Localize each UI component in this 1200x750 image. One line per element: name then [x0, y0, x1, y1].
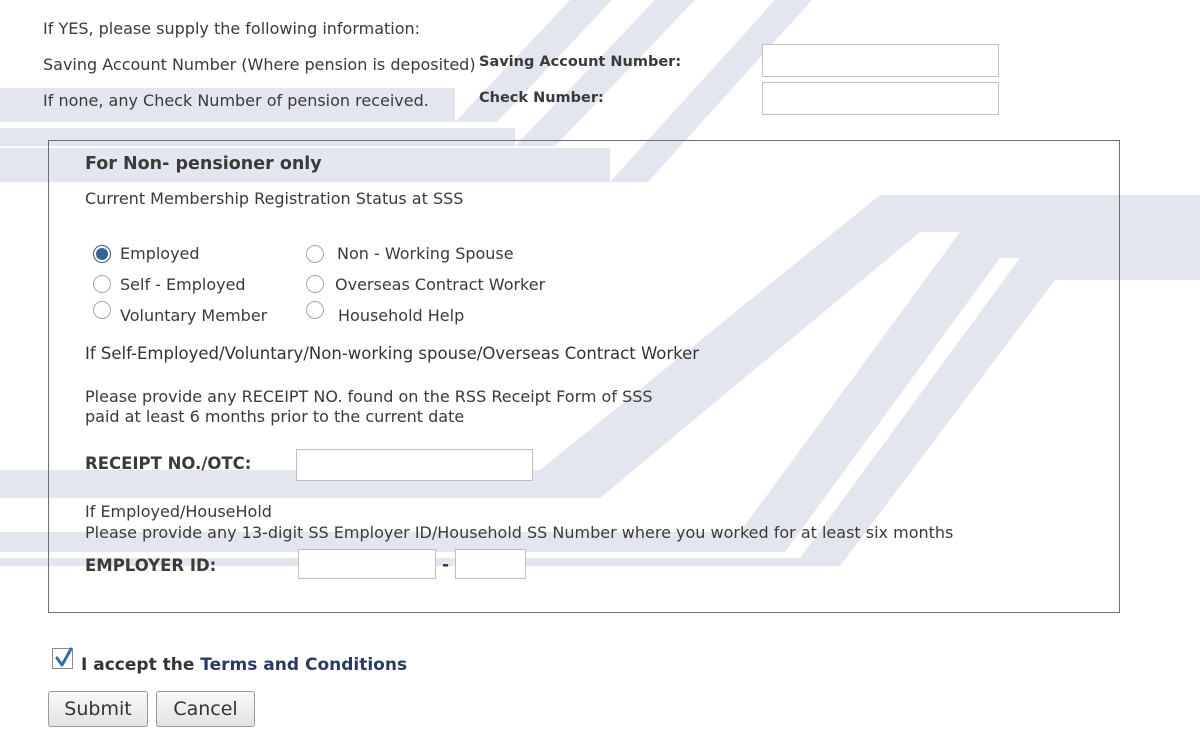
saving-account-label: Saving Account Number: — [479, 54, 682, 70]
radio-employed[interactable] — [93, 245, 111, 263]
receipt-number-input[interactable] — [296, 449, 533, 481]
terms-checkbox[interactable] — [52, 648, 73, 669]
option-non-working-spouse-label: Non - Working Spouse — [337, 244, 514, 263]
receipt-instruction-line1: Please provide any RECEIPT NO. found on the RSS Receipt Form of SSS — [85, 387, 653, 406]
receipt-label: RECEIPT NO./OTC: — [85, 454, 252, 473]
terms-text — [81, 655, 407, 675]
radio-household-help[interactable] — [306, 301, 324, 319]
employer-id-input-part2[interactable] — [455, 549, 526, 579]
membership-status-label: Current Membership Registration Status at SSS — [85, 189, 464, 208]
checkmark-icon — [54, 647, 74, 669]
non-pensioner-heading: For Non- pensioner only — [85, 154, 322, 174]
self-employed-heading: If Self-Employed/Voluntary/Non-working spouse/Overseas Contract Worker — [85, 344, 700, 363]
saving-account-input[interactable] — [762, 44, 999, 77]
submit-button[interactable]: Submit — [48, 691, 148, 727]
option-overseas-contract-worker-label: Overseas Contract Worker — [335, 275, 546, 294]
option-household-help-label: Household Help — [338, 306, 465, 325]
check-number-label: Check Number: — [479, 90, 604, 106]
employed-heading: If Employed/HouseHold — [85, 502, 272, 521]
receipt-instruction-line2: paid at least 6 months prior to the current date — [85, 407, 465, 426]
radio-voluntary-member[interactable] — [93, 301, 111, 319]
check-number-description: If none, any Check Number of pension received. — [43, 91, 429, 110]
option-employed-label: Employed — [120, 244, 200, 263]
pension-intro-text: If YES, please supply the following information: — [43, 19, 421, 38]
non-pensioner-panel — [48, 140, 1120, 613]
option-voluntary-member-label: Voluntary Member — [120, 306, 268, 325]
employer-id-label: EMPLOYER ID: — [85, 556, 217, 575]
check-number-input[interactable] — [762, 82, 999, 115]
radio-overseas-contract-worker[interactable] — [306, 275, 324, 293]
radio-self-employed[interactable] — [93, 275, 111, 293]
option-self-employed-label: Self - Employed — [120, 275, 246, 294]
terms-link[interactable]: Terms and Conditions — [200, 655, 408, 675]
terms-prefix: I accept the — [81, 655, 201, 675]
employer-instruction: Please provide any 13-digit SS Employer ID/Household SS Number where you worked for at least six months — [85, 523, 954, 542]
saving-account-description: Saving Account Number (Where pension is deposited) — [43, 55, 476, 74]
employer-id-input-part1[interactable] — [298, 549, 436, 579]
cancel-button[interactable]: Cancel — [156, 691, 255, 727]
radio-non-working-spouse[interactable] — [306, 245, 324, 263]
employer-id-separator: - — [442, 555, 450, 575]
